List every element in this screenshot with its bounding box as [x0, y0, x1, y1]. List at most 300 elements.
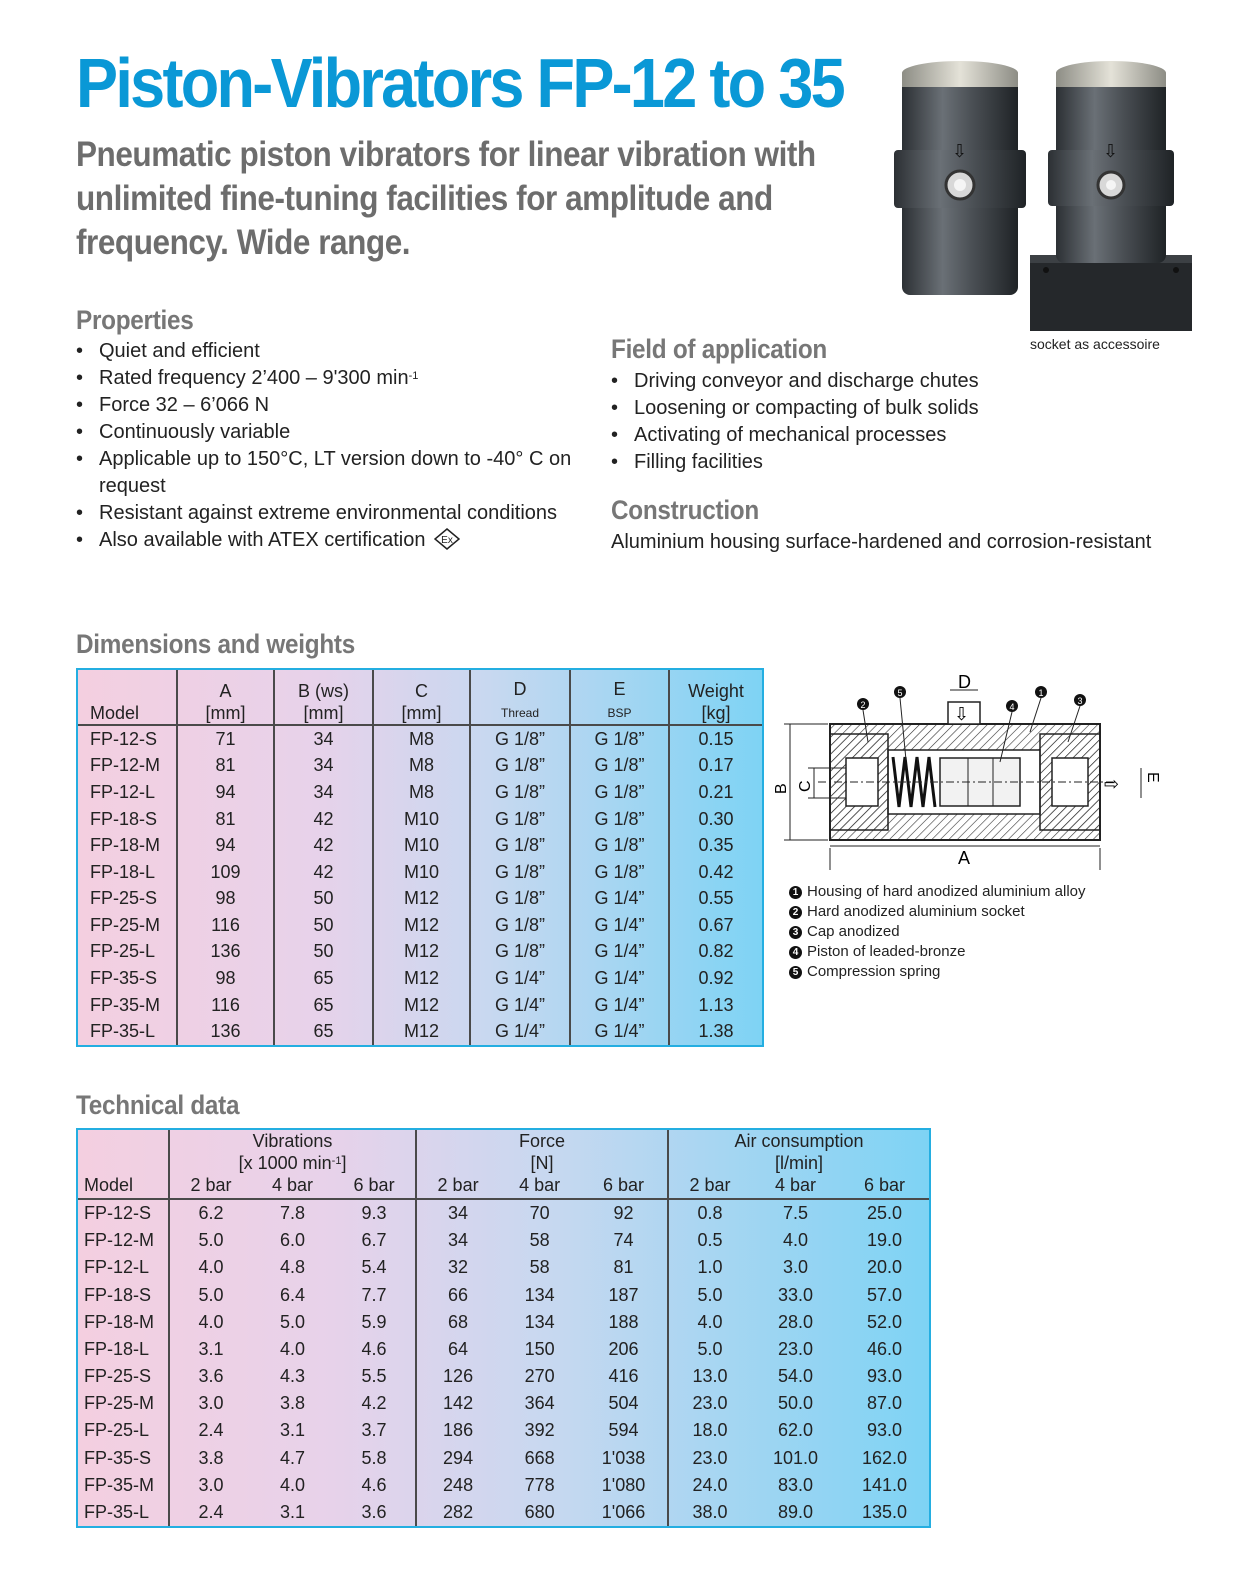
col-force-2bar: 2 bar: [416, 1174, 499, 1199]
table-cell: 4.0: [169, 1309, 252, 1336]
table-cell: G 1/8”: [570, 832, 669, 859]
photo-caption: socket as accessoire: [1030, 336, 1160, 352]
table-cell: FP-25-S: [78, 885, 177, 912]
construction-heading: Construction: [611, 495, 759, 525]
table-cell: 9.3: [361, 1203, 387, 1224]
construction-text: Aluminium housing surface-hardened and corrosion-resistant: [611, 531, 1152, 553]
table-cell: FP-35-M: [84, 1474, 155, 1495]
list-item: • Force 32 – 6’066 N: [76, 392, 596, 419]
table-cell: 0.5: [668, 1227, 751, 1254]
list-item: • Continuously variable: [76, 419, 596, 446]
col-e: E BSP: [570, 670, 669, 725]
table-cell: 20.0: [866, 1257, 902, 1278]
legend-text: Housing of hard anodized aluminium alloy: [807, 883, 1086, 900]
table-cell: 4.6: [361, 1474, 387, 1495]
table-cell: FP-12-L: [78, 779, 177, 806]
table-cell: 3.6: [361, 1501, 387, 1522]
table-cell: 34: [274, 725, 373, 753]
table-cell: 42: [274, 832, 373, 859]
table-cell: 81: [177, 806, 274, 833]
table-cell: FP-12-S: [84, 1203, 152, 1224]
table-cell: 0.92: [698, 968, 734, 988]
table-cell: FP-18-M: [78, 832, 177, 859]
drawing-legend: [789, 882, 1086, 982]
table-row: [78, 1227, 929, 1254]
table-cell: 0.15: [698, 728, 734, 749]
table-cell: M12: [373, 912, 470, 939]
table-cell: 7.7: [361, 1284, 387, 1305]
table-cell: FP-35-L: [84, 1501, 150, 1522]
table-cell: 5.0: [280, 1311, 306, 1332]
table-row: [78, 859, 762, 886]
table-cell: 134: [524, 1284, 555, 1305]
col-vib-6bar: 6 bar: [333, 1174, 416, 1199]
table-cell: 5.0: [668, 1336, 751, 1363]
table-cell: M10: [373, 859, 470, 886]
table-cell: 4.0: [169, 1254, 252, 1281]
table-row: [78, 1018, 762, 1045]
table-cell: 416: [608, 1366, 639, 1387]
table-cell: FP-18-L: [78, 859, 177, 886]
atex-ex-icon: [434, 528, 460, 550]
table-cell: FP-12-M: [84, 1230, 155, 1251]
table-cell: 57.0: [866, 1284, 902, 1305]
table-cell: 134: [524, 1311, 555, 1332]
table-cell: 101.0: [772, 1447, 818, 1468]
table-cell: G 1/8”: [470, 753, 570, 780]
table-cell: 4.0: [280, 1338, 306, 1359]
table-cell: 92: [613, 1203, 634, 1224]
list-item: • Also available with ATEX certification Ex: [76, 527, 596, 554]
table-row: [78, 1390, 929, 1417]
table-cell: FP-35-S: [84, 1447, 152, 1468]
table-cell: FP-35-M: [78, 992, 177, 1019]
table-row: [78, 992, 762, 1019]
table-cell: 0.30: [698, 808, 734, 829]
table-cell: 135.0: [861, 1501, 907, 1522]
table-cell: 142: [416, 1390, 499, 1417]
table-cell: FP-25-M: [84, 1393, 155, 1414]
table-cell: 4.3: [280, 1366, 306, 1387]
table-cell: 1'080: [601, 1474, 646, 1495]
table-row: [78, 779, 762, 806]
table-cell: 4.6: [361, 1338, 387, 1359]
list-item: • Applicable up to 150°C, LT version down to -40° C on request: [76, 446, 596, 500]
page-subtitle: Pneumatic piston vibrators for linear vibration with unlimited fine-tuning facilities for amplitude and frequency. Wide range.: [76, 135, 816, 262]
dim-d-label: D: [958, 672, 971, 692]
table-cell: 3.1: [280, 1420, 306, 1441]
table-cell: 162.0: [861, 1447, 907, 1468]
table-cell: 42: [274, 806, 373, 833]
table-cell: FP-12-M: [78, 753, 177, 780]
table-cell: 23.0: [777, 1338, 813, 1359]
table-row: [78, 1499, 929, 1526]
table-cell: 7.8: [280, 1203, 306, 1224]
legend-number: 3: [789, 926, 802, 939]
table-cell: 93.0: [866, 1420, 902, 1441]
table-cell: M12: [373, 1018, 470, 1045]
table-cell: 33.0: [777, 1284, 813, 1305]
legend-text: Piston of leaded-bronze: [807, 943, 966, 960]
table-cell: 50: [274, 912, 373, 939]
table-cell: 93.0: [866, 1366, 902, 1387]
table-cell: 74: [613, 1230, 634, 1251]
svg-text:⇩: ⇩: [952, 141, 968, 162]
list-item: • Loosening or compacting of bulk solids: [611, 395, 1031, 422]
table-cell: 0.42: [698, 861, 734, 882]
table-cell: 5.9: [361, 1311, 387, 1332]
table-cell: G 1/8”: [570, 859, 669, 886]
group-vibrations: Vibrations [x 1000 $\min^{-1}$]: [169, 1130, 416, 1174]
list-item: • Resistant against extreme environmental conditions: [76, 500, 596, 527]
table-row: [78, 806, 762, 833]
dim-c-label: C: [797, 780, 814, 792]
table-cell: 5.5: [361, 1366, 387, 1387]
properties-heading: Properties: [76, 305, 194, 335]
table-cell: 3.1: [280, 1501, 306, 1522]
technical-heading: Technical data: [76, 1090, 240, 1120]
table-cell: M8: [373, 779, 470, 806]
svg-text:1: 1: [1038, 688, 1044, 698]
svg-text:4: 4: [1009, 702, 1015, 712]
list-item: • Quiet and efficient: [76, 338, 596, 365]
table-cell: FP-12-S: [78, 725, 177, 753]
table-cell: G 1/4”: [570, 965, 669, 992]
table-cell: G 1/8”: [570, 725, 669, 753]
table-cell: 6.2: [169, 1199, 252, 1227]
table-cell: 150: [524, 1338, 555, 1359]
legend-item: [789, 922, 1086, 942]
table-cell: 65: [274, 992, 373, 1019]
table-cell: 0.35: [698, 835, 734, 856]
table-cell: FP-35-S: [78, 965, 177, 992]
table-cell: 23.0: [668, 1444, 751, 1471]
table-cell: 778: [524, 1474, 555, 1495]
table-header-row: [78, 670, 762, 725]
table-cell: 1'038: [601, 1447, 646, 1468]
col-a: A [mm]: [177, 670, 274, 725]
table-cell: FP-25-L: [78, 939, 177, 966]
table-cell: 5.0: [169, 1282, 252, 1309]
table-cell: FP-12-L: [84, 1257, 150, 1278]
table-cell: 50: [274, 885, 373, 912]
table-cell: G 1/4”: [570, 1018, 669, 1045]
table-cell: M8: [373, 753, 470, 780]
dim-e-label: E: [1144, 772, 1161, 783]
table-cell: 83.0: [777, 1474, 813, 1495]
table-cell: 94: [177, 832, 274, 859]
col-vib-2bar: 2 bar: [169, 1174, 252, 1199]
table-cell: 4.0: [280, 1474, 306, 1495]
table-cell: 62.0: [777, 1420, 813, 1441]
table-row: [78, 1282, 929, 1309]
table-cell: 136: [177, 1018, 274, 1045]
table-cell: 668: [524, 1447, 555, 1468]
table-cell: 7.5: [782, 1203, 808, 1224]
table-row: [78, 1417, 929, 1444]
table-row: [78, 965, 762, 992]
table-cell: 3.8: [169, 1444, 252, 1471]
group-force: Force [N]: [416, 1130, 668, 1174]
table-cell: G 1/8”: [470, 832, 570, 859]
table-cell: 52.0: [866, 1311, 902, 1332]
table-cell: FP-35-L: [78, 1018, 177, 1045]
table-cell: 46.0: [866, 1338, 902, 1359]
table-cell: 680: [524, 1501, 555, 1522]
col-vib-4bar: 4 bar: [252, 1174, 333, 1199]
table-cell: 294: [416, 1444, 499, 1471]
table-cell: 50: [274, 939, 373, 966]
svg-text:⇩: ⇩: [1103, 141, 1119, 162]
legend-number: 5: [789, 966, 802, 979]
table-cell: 6.0: [280, 1230, 306, 1251]
list-item: • Activating of mechanical processes: [611, 422, 1031, 449]
table-cell: 4.0: [668, 1309, 751, 1336]
table-cell: 5.0: [169, 1227, 252, 1254]
table-cell: M12: [373, 939, 470, 966]
legend-item: [789, 962, 1086, 982]
col-model: Model: [78, 1130, 169, 1199]
col-force-6bar: 6 bar: [580, 1174, 668, 1199]
exponent: -1: [408, 370, 419, 382]
table-cell: 136: [177, 939, 274, 966]
table-cell: 0.67: [698, 914, 734, 935]
table-cell: 3.0: [169, 1390, 252, 1417]
table-cell: 0.21: [698, 781, 734, 802]
table-cell: 116: [177, 912, 274, 939]
table-cell: 34: [416, 1227, 499, 1254]
table-cell: 18.0: [668, 1417, 751, 1444]
table-cell: 5.4: [361, 1257, 387, 1278]
table-cell: 116: [177, 992, 274, 1019]
table-cell: G 1/4”: [570, 912, 669, 939]
table-row: [78, 1254, 929, 1281]
table-cell: 13.0: [668, 1363, 751, 1390]
table-cell: 0.82: [698, 941, 734, 962]
legend-number: 2: [789, 906, 802, 919]
table-cell: FP-18-L: [84, 1338, 150, 1359]
table-cell: 3.8: [280, 1393, 306, 1414]
col-air-2bar: 2 bar: [668, 1174, 751, 1199]
table-cell: 0.55: [698, 888, 734, 909]
table-cell: 270: [524, 1366, 555, 1387]
legend-text: Hard anodized aluminium socket: [807, 903, 1025, 920]
table-cell: 3.7: [361, 1420, 387, 1441]
table-cell: 25.0: [866, 1203, 902, 1224]
svg-text:⇨: ⇨: [1104, 774, 1120, 795]
table-cell: 2.4: [169, 1417, 252, 1444]
table-cell: 65: [274, 1018, 373, 1045]
table-cell: 282: [416, 1499, 499, 1526]
legend-item: [789, 902, 1086, 922]
table-cell: 70: [529, 1203, 550, 1224]
table-row: [78, 725, 762, 753]
table-cell: 141.0: [861, 1474, 907, 1495]
table-cell: 3.6: [169, 1363, 252, 1390]
col-b: B (ws) [mm]: [274, 670, 373, 725]
table-cell: 58: [529, 1230, 550, 1251]
col-force-4bar: 4 bar: [499, 1174, 580, 1199]
table-cell: 188: [608, 1311, 639, 1332]
table-cell: 3.0: [782, 1257, 808, 1278]
table-cell: 94: [177, 779, 274, 806]
table-cell: 24.0: [668, 1472, 751, 1499]
table-cell: M12: [373, 965, 470, 992]
legend-item: [789, 882, 1086, 902]
table-cell: 0.8: [668, 1199, 751, 1227]
table-cell: G 1/8”: [470, 885, 570, 912]
table-cell: 0.17: [698, 755, 734, 776]
table-cell: 3.0: [169, 1472, 252, 1499]
table-cell: FP-25-S: [84, 1366, 152, 1387]
table-cell: 6.7: [361, 1230, 387, 1251]
table-row: [78, 1336, 929, 1363]
table-cell: 1.13: [698, 994, 734, 1015]
table-cell: G 1/8”: [470, 779, 570, 806]
legend-text: Cap anodized: [807, 923, 900, 940]
table-cell: G 1/8”: [470, 725, 570, 753]
table-cell: 89.0: [777, 1501, 813, 1522]
table-row: [78, 1309, 929, 1336]
table-cell: 364: [524, 1393, 555, 1414]
table-cell: FP-25-M: [78, 912, 177, 939]
table-cell: M8: [373, 725, 470, 753]
table-cell: G 1/8”: [570, 753, 669, 780]
col-c: C [mm]: [373, 670, 470, 725]
svg-text:3: 3: [1077, 696, 1083, 706]
table-cell: 81: [177, 753, 274, 780]
sectional-drawing: [768, 672, 1168, 872]
table-cell: 50.0: [777, 1393, 813, 1414]
dim-b-label: B: [773, 783, 790, 794]
table-cell: G 1/8”: [570, 779, 669, 806]
technical-table: [76, 1128, 931, 1528]
table-cell: 109: [177, 859, 274, 886]
table-cell: 34: [274, 753, 373, 780]
col-model: Model: [78, 670, 177, 725]
table-cell: 594: [608, 1420, 639, 1441]
table-cell: 1'066: [601, 1501, 646, 1522]
table-cell: FP-25-L: [84, 1420, 150, 1441]
table-row: [78, 939, 762, 966]
dimensions-heading: Dimensions and weights: [76, 629, 355, 659]
table-cell: G 1/4”: [470, 1018, 570, 1045]
table-row: [78, 1444, 929, 1471]
table-cell: 38.0: [668, 1499, 751, 1526]
list-item: • Driving conveyor and discharge chutes: [611, 368, 1031, 395]
table-cell: 81: [613, 1257, 634, 1278]
table-cell: 23.0: [668, 1390, 751, 1417]
table-row: [78, 753, 762, 780]
table-cell: 4.0: [782, 1230, 808, 1251]
list-item: • Rated frequency 2’400 – 9'300 $\min^{-1}$: [76, 365, 596, 392]
legend-item: [789, 942, 1086, 962]
svg-text:Ex: Ex: [441, 535, 453, 546]
table-cell: 504: [608, 1393, 639, 1414]
dim-a-label: A: [958, 848, 971, 868]
table-cell: 5.0: [668, 1282, 751, 1309]
table-cell: 28.0: [777, 1311, 813, 1332]
table-row: [78, 1363, 929, 1390]
table-cell: 1.0: [668, 1254, 751, 1281]
svg-text:5: 5: [897, 688, 903, 698]
table-cell: 98: [177, 965, 274, 992]
table-header-row: [78, 1174, 929, 1199]
table-cell: 34: [416, 1199, 499, 1227]
table-cell: 1.38: [698, 1021, 734, 1042]
product-photo: [890, 55, 1200, 335]
table-cell: 187: [608, 1284, 639, 1305]
table-cell: FP-18-M: [84, 1311, 155, 1332]
table-cell: 34: [274, 779, 373, 806]
table-header-group-row: [78, 1130, 929, 1174]
table-cell: G 1/8”: [470, 912, 570, 939]
table-row: [78, 912, 762, 939]
table-cell: M10: [373, 806, 470, 833]
table-cell: 98: [177, 885, 274, 912]
col-air-4bar: 4 bar: [751, 1174, 840, 1199]
table-cell: G 1/4”: [570, 939, 669, 966]
list-item: • Filling facilities: [611, 449, 1031, 476]
table-cell: G 1/8”: [570, 806, 669, 833]
col-air-6bar: 6 bar: [840, 1174, 929, 1199]
table-cell: 71: [177, 725, 274, 753]
col-d: D Thread: [470, 670, 570, 725]
table-cell: G 1/8”: [470, 859, 570, 886]
dimensions-table: [76, 668, 764, 1047]
table-cell: 186: [416, 1417, 499, 1444]
properties-list: [76, 338, 596, 554]
table-cell: FP-18-S: [78, 806, 177, 833]
table-cell: FP-18-S: [84, 1284, 152, 1305]
table-cell: G 1/4”: [470, 965, 570, 992]
table-cell: 87.0: [866, 1393, 902, 1414]
legend-number: 4: [789, 946, 802, 959]
table-cell: G 1/4”: [570, 992, 669, 1019]
svg-text:⇩: ⇩: [954, 704, 970, 725]
table-cell: 4.8: [280, 1257, 306, 1278]
field-list: [611, 368, 1031, 476]
table-cell: 64: [416, 1336, 499, 1363]
table-cell: 248: [416, 1472, 499, 1499]
table-cell: 42: [274, 859, 373, 886]
table-cell: 206: [608, 1338, 639, 1359]
table-cell: G 1/4”: [570, 885, 669, 912]
table-cell: 58: [529, 1257, 550, 1278]
legend-text: Compression spring: [807, 963, 941, 980]
svg-text:2: 2: [860, 700, 866, 710]
field-heading: Field of application: [611, 334, 828, 364]
table-cell: 392: [524, 1420, 555, 1441]
table-cell: 19.0: [866, 1230, 902, 1251]
table-cell: 5.8: [361, 1447, 387, 1468]
table-row: [78, 1199, 929, 1227]
table-cell: M10: [373, 832, 470, 859]
group-air: Air consumption [l/min]: [668, 1130, 929, 1174]
table-cell: 2.4: [169, 1499, 252, 1526]
page-title: Piston-Vibrators FP-12 to 35: [76, 44, 843, 122]
table-cell: 126: [416, 1363, 499, 1390]
table-cell: G 1/4”: [470, 992, 570, 1019]
table-cell: M12: [373, 885, 470, 912]
table-row: [78, 1472, 929, 1499]
table-cell: 54.0: [777, 1366, 813, 1387]
table-cell: 32: [416, 1254, 499, 1281]
table-cell: 4.7: [280, 1447, 306, 1468]
table-cell: 3.1: [169, 1336, 252, 1363]
table-cell: G 1/8”: [470, 806, 570, 833]
col-weight: Weight [kg]: [669, 670, 762, 725]
